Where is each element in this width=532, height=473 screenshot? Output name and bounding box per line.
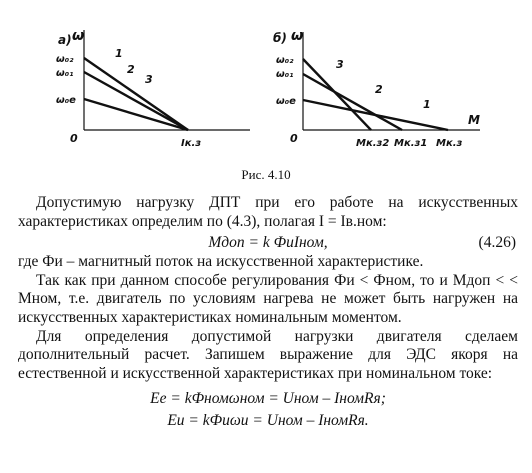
panel-a-curve-label-3: 3 [145,73,153,86]
panel-b-curve-label-1: 1 [423,98,431,111]
panel-b [273,28,480,149]
panel-b-tick-mkz2: Mк.з2 [356,138,390,149]
paragraph-4: Для определения допустимой нагрузки двигателя сделаем дополнительный расчет. Запишем выражение для ЭДС якоря на естественной и искусственной характеристиках при номинальном токе: [18,327,518,382]
equation-ei-body: Eи = kФиωи = Uном – IномRя. [167,412,369,430]
figure-caption: Рис. 4.10 [241,167,291,182]
equation-4-26 [18,231,518,253]
panel-b-curve-label-3: 3 [336,58,344,71]
panel-b-tick-w02: ω₀₂ [276,55,294,66]
panel-a-curve-3 [84,99,188,130]
panel-b-curve-label-2: 2 [375,83,383,96]
panel-a-tick-w0e: ω₀е [56,95,76,106]
paragraph-2: где Фи – магнитный поток на искусственной характеристике. [18,253,424,271]
panel-b-tick-w0e: ω₀е [276,96,296,107]
panel-b-y-axis-label: ω [291,28,304,44]
equation-4-26-body: Mдоп = k ФиIном, [208,234,328,252]
body-text [18,194,518,431]
equation-ee [18,387,518,409]
panel-b-label: б) [273,31,287,45]
panel-a-curve-1 [84,58,188,130]
panel-b-tick-mkz1: Mк.з1 [394,138,428,149]
panel-a-curve-label-2: 2 [127,63,135,76]
equation-4-26-number: (4.26) [478,234,516,252]
figure-svg [0,0,532,160]
panel-a-tick-w01: ω₀₁ [56,68,74,79]
equation-ei [18,409,518,431]
equation-ee-body: Eе = kФномωном = Uном – IномRя; [150,390,386,408]
panel-a-curve-label-1: 1 [115,47,123,60]
panel-b-origin: 0 [290,132,298,145]
panel-a-y-axis-label: ω [72,28,85,44]
panel-a-curve-2 [84,72,188,130]
panel-a-label: а) [58,33,72,47]
panel-a [56,28,250,149]
panel-a-origin: 0 [70,132,78,145]
panel-b-x-axis-label: M [468,113,480,127]
panel-a-tick-ikz: Iк.з [181,138,202,149]
figure-4-10 [0,0,532,160]
panel-a-tick-w02: ω₀₂ [56,54,74,65]
paragraph-1: Допустимую нагрузку ДПТ при его работе на искусственных характеристиках определим по (4.3), полагая I = Iв.ном: [18,194,518,230]
panel-b-tick-w01: ω₀₁ [276,69,294,80]
paragraph-3: Так как при данном способе регулирования Фи < Фном, то и Mдоп < < Mном, т.е. двигатель по условиям нагрева не может быть нагружен на искусственных характеристиках номинальным моментом. [18,271,518,326]
panel-b-tick-mkz: Mк.з [436,138,463,149]
